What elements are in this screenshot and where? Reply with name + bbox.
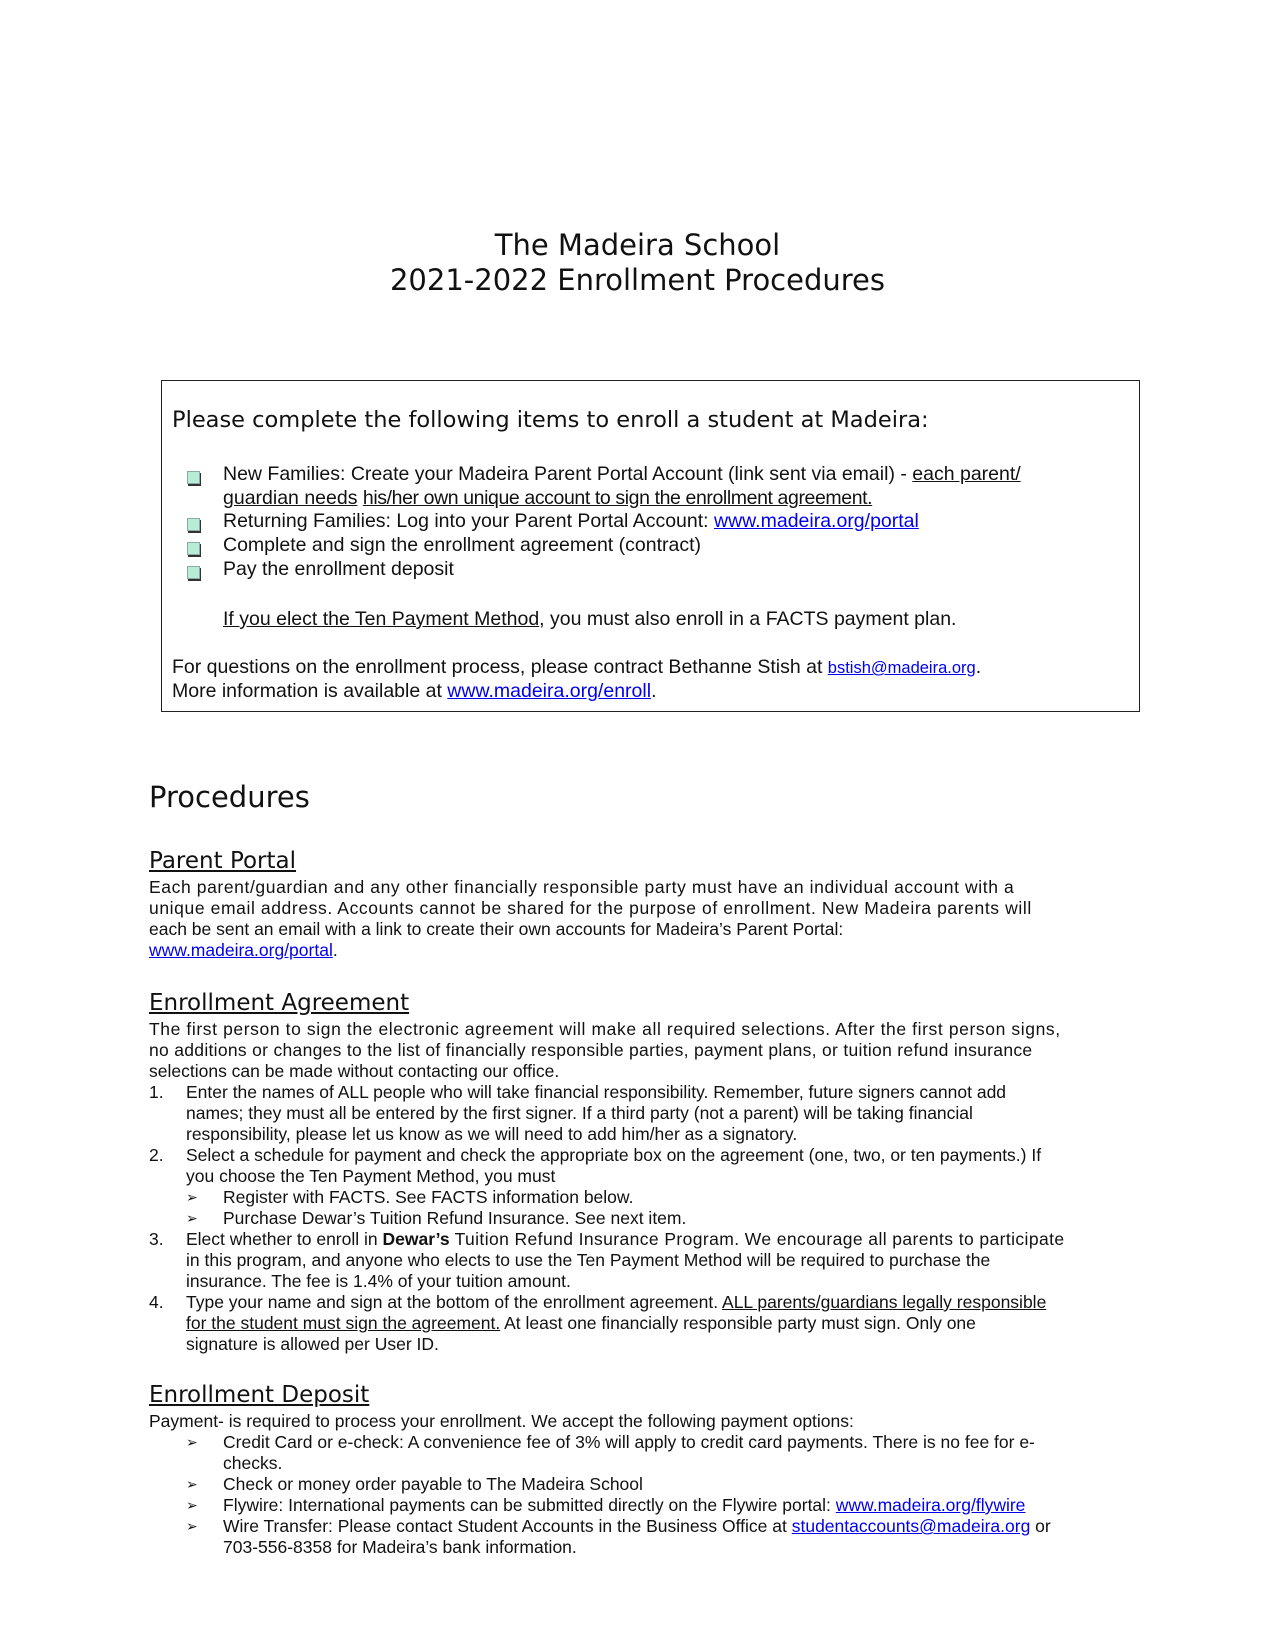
more-info-text: More information is available at — [172, 680, 448, 702]
checklist-item-1-cont — [223, 487, 872, 510]
list-line — [223, 1516, 1051, 1537]
questions-line — [172, 656, 981, 679]
underlined-text: ALL parents/guardians legally responsible — [722, 1292, 1047, 1312]
paragraph-line: each be sent an email with a link to create their own accounts for Madeira’s Parent Portal: — [149, 919, 844, 939]
list-number: 1. — [149, 1082, 164, 1102]
text: or — [1030, 1516, 1051, 1536]
list-line: Check or money order payable to The Madeira School — [223, 1474, 643, 1494]
paragraph-line: unique email address. Accounts cannot be shared for the purpose of enrollment. New Madeira parents will — [149, 898, 1032, 918]
list-line: Credit Card or e-check: A convenience fee of 3% will apply to credit card payments. There is no fee for e- — [223, 1432, 1035, 1452]
checkbox-icon — [187, 471, 200, 484]
item-text: Returning Families: Log into your Parent Portal Account: — [223, 510, 715, 532]
arrow-bullet-icon: ➢ — [186, 1476, 198, 1492]
list-line — [186, 1292, 1046, 1313]
enroll-link[interactable]: www.madeira.org/enroll — [447, 680, 652, 702]
punct: . — [332, 940, 338, 960]
list-number: 3. — [149, 1229, 164, 1249]
item-underlined: guardian needs — [223, 487, 358, 509]
paragraph-line: Each parent/guardian and any other financially responsible party must have an individual account with a — [149, 877, 1015, 897]
student-accounts-email-link[interactable]: studentaccounts@madeira.org — [791, 1516, 1031, 1536]
text: At least one financially responsible party must sign. Only one — [500, 1313, 976, 1333]
arrow-bullet-icon: ➢ — [186, 1518, 198, 1534]
paragraph-line: selections can be made without contacting our office. — [149, 1061, 560, 1081]
text: Elect whether to enroll in — [186, 1229, 383, 1249]
ten-payment-underlined: If you elect the Ten Payment Method — [223, 608, 540, 630]
paragraph-line: no additions or changes to the list of financially responsible parties, payment plans, or tuition refund insurance — [149, 1040, 1033, 1060]
list-line: signature is allowed per User ID. — [186, 1334, 439, 1354]
punct: . — [651, 680, 657, 702]
list-line: responsibility, please let us know as we will need to add him/her as a signatory. — [186, 1124, 798, 1144]
more-info-line — [172, 680, 656, 703]
checklist-intro: Please complete the following items to enroll a student at Madeira: — [172, 407, 929, 433]
list-line — [223, 1495, 1025, 1516]
list-line: Register with FACTS. See FACTS information below. — [223, 1187, 634, 1207]
text: Type your name and sign at the bottom of the enrollment agreement. — [186, 1292, 723, 1312]
underlined-text: for the student must sign the agreement. — [186, 1313, 501, 1333]
checklist-item-1 — [223, 463, 1021, 486]
checklist-item-2 — [223, 510, 919, 533]
list-line: insurance. The fee is 1.4% of your tuition amount. — [186, 1271, 571, 1291]
enrollment-agreement-heading: Enrollment Agreement — [149, 990, 410, 1016]
list-line: in this program, and anyone who elects to use the Ten Payment Method will be required to purchase the — [186, 1250, 991, 1270]
questions-text: For questions on the enrollment process, please contract Bethanne Stish at — [172, 656, 828, 678]
list-line: Purchase Dewar’s Tuition Refund Insurance. See next item. — [223, 1208, 687, 1228]
procedures-heading: Procedures — [149, 780, 310, 814]
list-line: names; they must all be entered by the first signer. If a third party (not a parent) will be taking financial — [186, 1103, 973, 1123]
ten-payment-text: , you must also enroll in a FACTS payment plan. — [539, 608, 957, 630]
paragraph-line: Payment- is required to process your enrollment. We accept the following payment options: — [149, 1411, 854, 1431]
arrow-bullet-icon: ➢ — [186, 1497, 198, 1513]
checklist-item-3: Complete and sign the enrollment agreement (contract) — [223, 534, 701, 556]
arrow-bullet-icon: ➢ — [186, 1189, 198, 1205]
item-underlined: each parent/ — [912, 463, 1021, 485]
list-line — [186, 1229, 1065, 1250]
ten-payment-note — [223, 608, 956, 631]
list-line: 703-556-8358 for Madeira’s bank information. — [223, 1537, 577, 1557]
portal-link[interactable]: www.madeira.org/portal — [714, 510, 919, 532]
flywire-link[interactable]: www.madeira.org/flywire — [835, 1495, 1026, 1515]
checkbox-icon — [187, 542, 200, 555]
text: Flywire: International payments can be submitted directly on the Flywire portal: — [223, 1495, 836, 1515]
paragraph-line: The first person to sign the electronic agreement will make all required selections. After the first person signs, — [149, 1019, 1061, 1039]
list-line: Select a schedule for payment and check the appropriate box on the agreement (one, two, or ten payments.) If — [186, 1145, 1042, 1165]
list-number: 4. — [149, 1292, 164, 1312]
item-text: New Families: Create your Madeira Parent Portal Account (link sent via email) - — [223, 463, 913, 485]
paragraph-line — [149, 940, 338, 961]
bold-text: Dewar’s — [382, 1229, 450, 1249]
text: Tuition Refund Insurance Program. We encourage all parents to participate — [449, 1229, 1065, 1249]
list-line: Enter the names of ALL people who will take financial responsibility. Remember, future signers cannot add — [186, 1082, 1007, 1102]
parent-portal-heading: Parent Portal — [149, 848, 297, 874]
document-subtitle: 2021-2022 Enrollment Procedures — [389, 263, 885, 297]
portal-link[interactable]: www.madeira.org/portal — [149, 940, 333, 960]
checkbox-icon — [187, 566, 200, 579]
enrollment-deposit-heading: Enrollment Deposit — [149, 1382, 370, 1408]
list-number: 2. — [149, 1145, 164, 1165]
item-underlined: his/her own unique account to sign the enrollment agreement. — [362, 487, 873, 509]
email-link[interactable]: bstish@madeira.org — [827, 659, 976, 677]
arrow-bullet-icon: ➢ — [186, 1434, 198, 1450]
list-line: you choose the Ten Payment Method, you must — [186, 1166, 556, 1186]
checklist-item-4: Pay the enrollment deposit — [223, 558, 454, 580]
text: Wire Transfer: Please contact Student Accounts in the Business Office at — [223, 1516, 792, 1536]
checkbox-icon — [187, 518, 200, 531]
punct: . — [975, 656, 982, 678]
list-line: checks. — [223, 1453, 283, 1473]
arrow-bullet-icon: ➢ — [186, 1210, 198, 1226]
document-title: The Madeira School — [494, 228, 781, 262]
list-line — [186, 1313, 976, 1334]
